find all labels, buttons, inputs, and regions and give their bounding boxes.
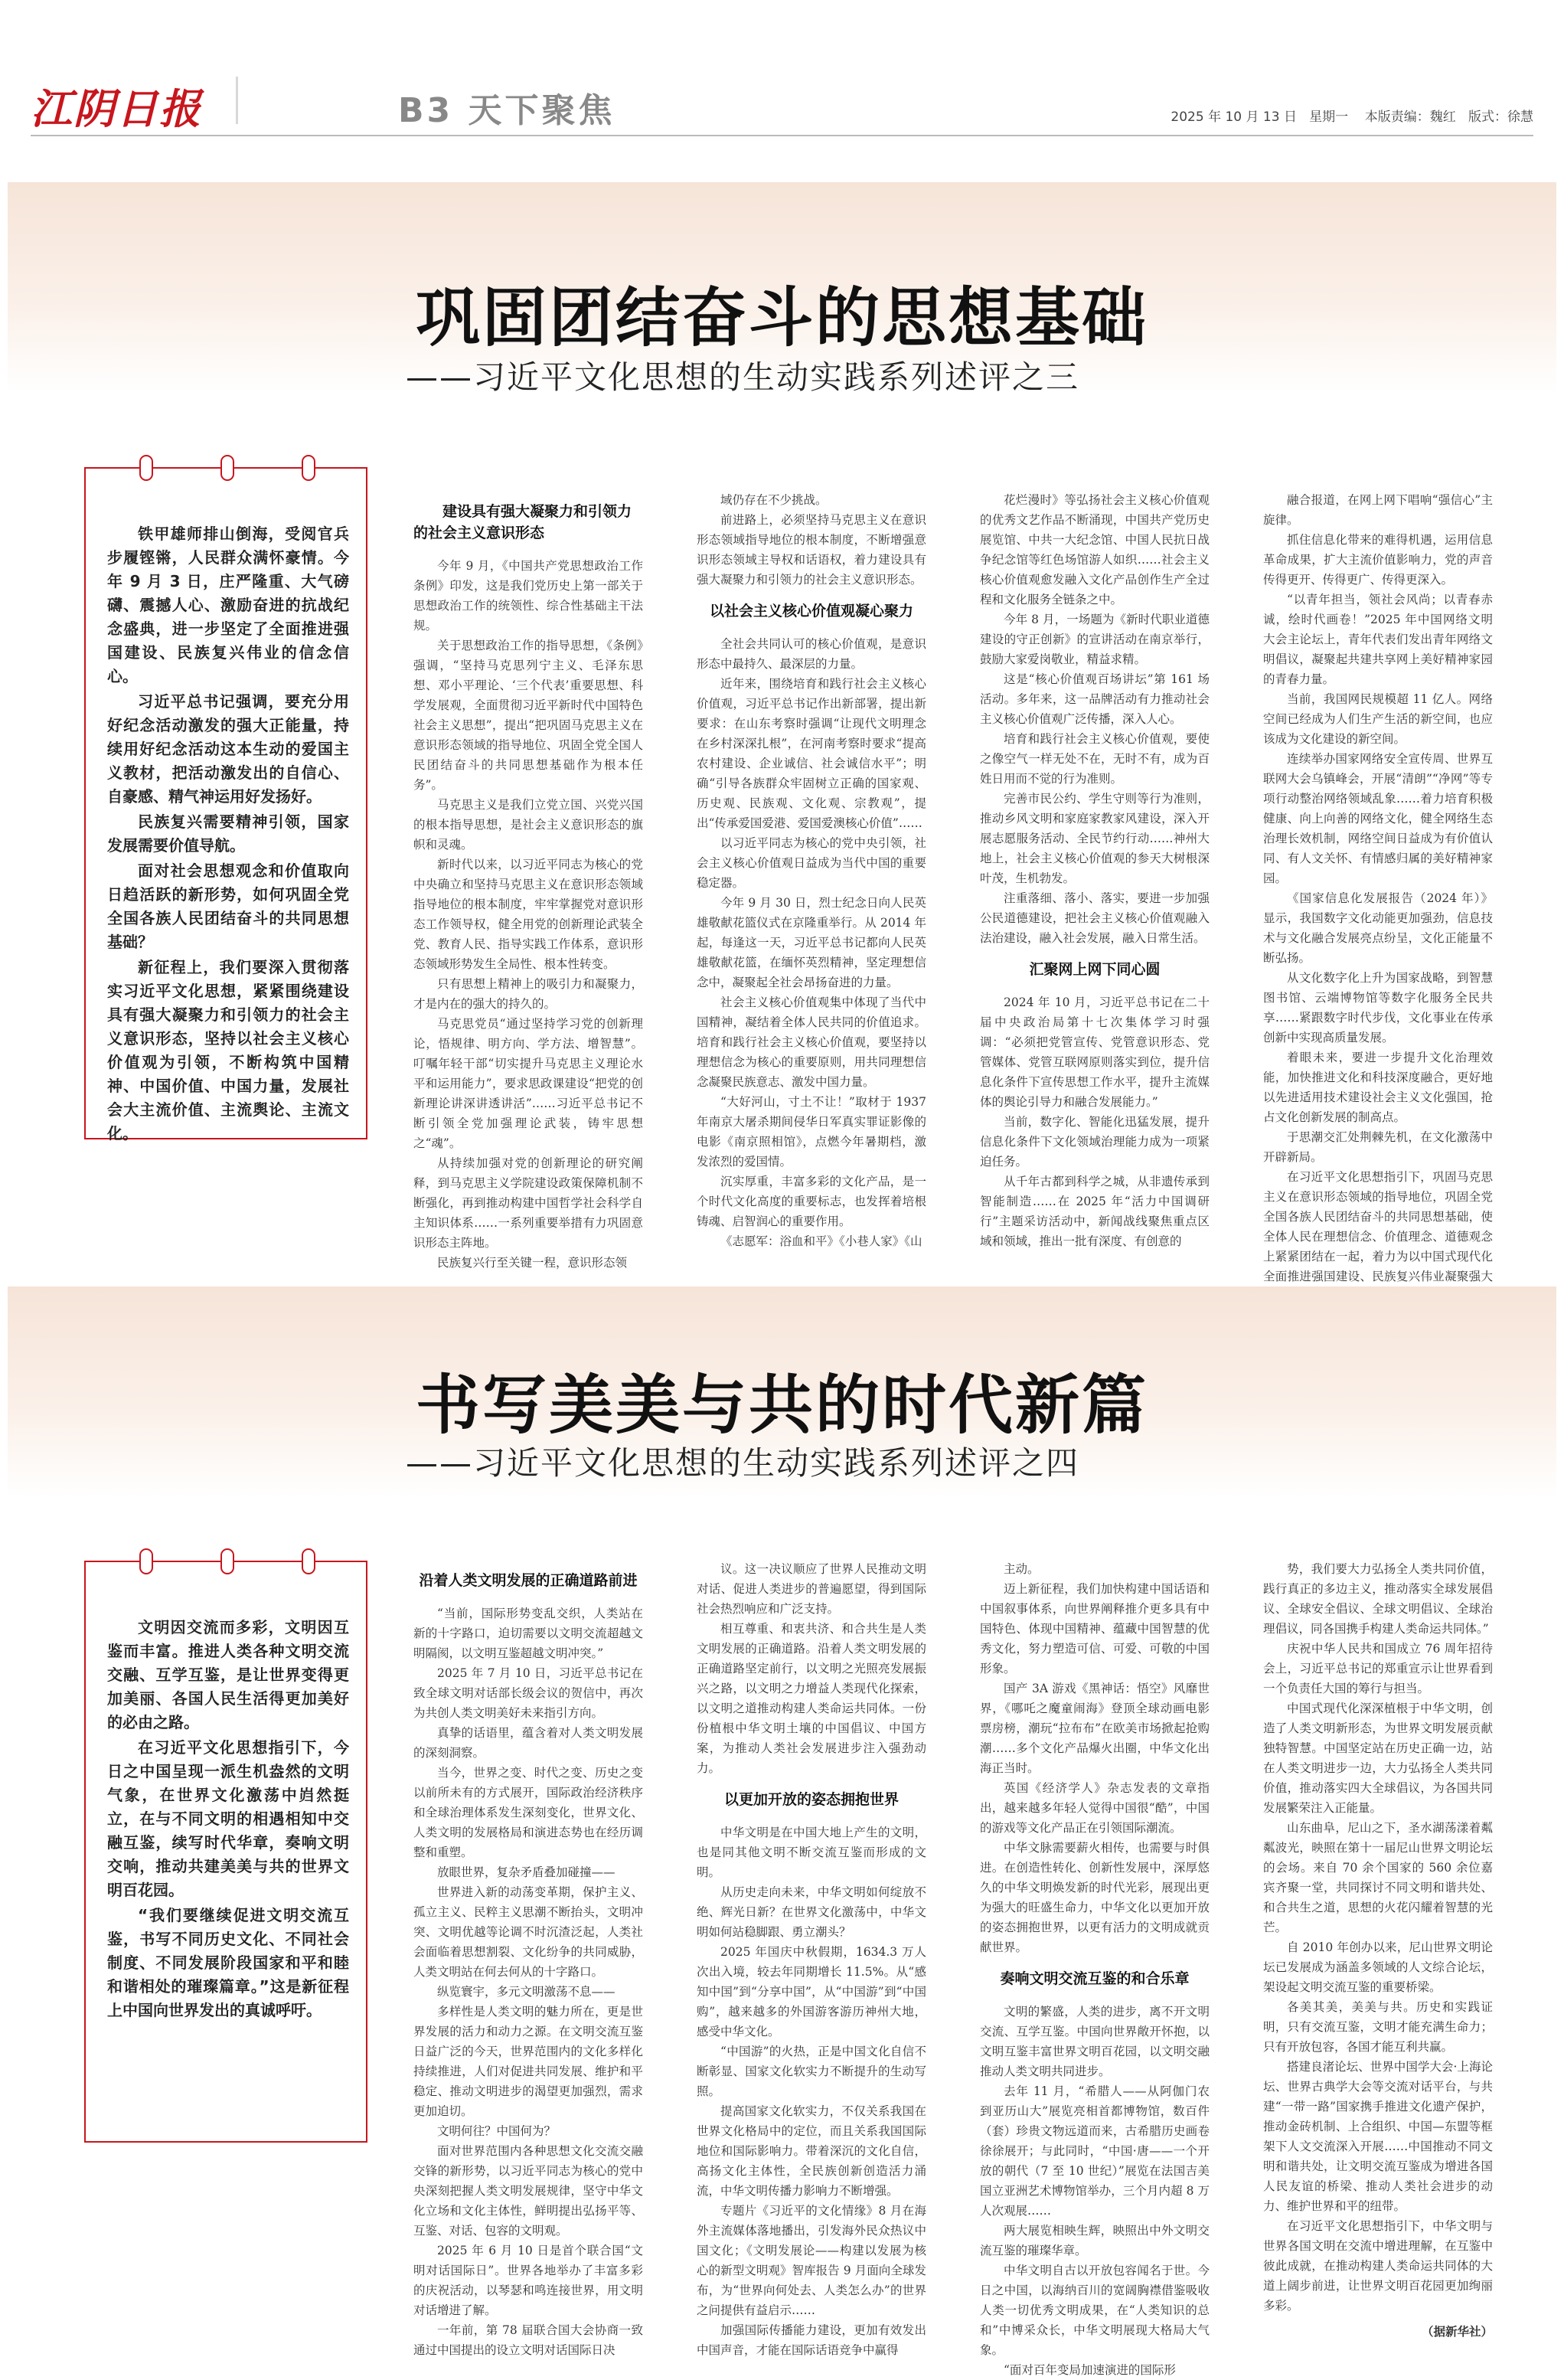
body-paragraph: 自 2010 年创办以来，尼山世界文明论坛已发展成为涵盖多领域的人文综合论坛，架设起文明交流互鉴的重要桥梁。 [1263, 1940, 1493, 1994]
lead-box [84, 1561, 367, 2143]
section-subheading: 奏响文明交流互鉴的和合乐章 [1000, 1970, 1190, 1987]
text-column [697, 490, 926, 1251]
body-paragraph: 从千年古都到科学之城，从非遗传承到智能制造……在 2025 年“活力中国调研行”主题采访活动中，新闻战线聚焦重点区域和领域，推出一批有深度、有创意的 [980, 1175, 1210, 1248]
masthead [0, 0, 1564, 153]
body-paragraph: 从持续加强对党的创新理论的研究阐释，到马克思主义学院建设政策保障机制不断强化，再到推动构建中国哲学社会科学自主知识体系……一系列重要举措有力巩固意识形态主阵地。 [413, 1156, 643, 1250]
body-paragraph: 中华文脉需要薪火相传，也需要与时俱进。在创造性转化、创新性发展中，深厚悠久的中华文明焕发新的时代光彩，展现出更为强大的旺盛生命力，中华文化以更加开放的姿态拥抱世界，以更有活力的文明成就贡献世界。 [980, 1841, 1210, 1954]
lead-paragraph: 铁甲雄师排山倒海，受阅官兵步履铿锵，人民群众满怀豪情。今年 9 月 3 日，庄严隆重、大气磅礴、震撼人心、激励奋进的抗战纪念盛典，进一步坚定了全面推进强国建设、民族复兴伟业的信念信心。 [107, 525, 349, 685]
body-paragraph: 在习近平文化思想指引下，巩固马克思主义在意识形态领域的指导地位，巩固全党全国各族人民团结奋斗的共同思想基础，使全体人民在理想信念、价值理念、道德观念上紧紧团结在一起，着力为以中国式现代化全面推进强国建设、民族复兴伟业凝聚强大 [1263, 1170, 1493, 1283]
body-paragraph: 当今，世界之变、时代之变、历史之变以前所未有的方式展开，国际政治经济秩序和全球治理体系发生深刻变化，世界文化、人类文明的发展格局和演进态势也在经历调整和重塑。 [413, 1766, 643, 1859]
body-paragraph: 只有思想上精神上的吸引力和凝聚力，才是内在的强大的持久的。 [413, 977, 643, 1011]
body-paragraph: 《志愿军：浴血和平》《小巷人家》《山 [720, 1234, 922, 1248]
body-paragraph: 真挚的话语里，蕴含着对人类文明发展的深刻洞察。 [413, 1726, 643, 1760]
lead-paragraph: 民族复兴需要精神引领，国家发展需要价值导航。 [107, 812, 349, 855]
body-paragraph: 中华文明自古以开放包容闻名于世。今日之中国，以海纳百川的宽阔胸襟借鉴吸收人类一切优秀文明成果，在“人类知识的总和”中博采众长，中华文明展现大格局大气象。 [980, 2264, 1210, 2357]
body-paragraph: 2025 年 6 月 10 日是首个联合国“文明对话国际日”。世界各地举办了丰富多彩的庆祝活动，以琴瑟和鸣连接世界，用文明对话增进了解。 [413, 2244, 643, 2317]
lead-box [84, 467, 367, 1143]
body-paragraph: 一年前，第 78 届联合国大会协商一致通过中国提出的设立文明对话国际日决 [413, 2323, 643, 2357]
body-paragraph: 于思潮交汇处荆棘先机，在文化激荡中开辟新局。 [1263, 1130, 1493, 1164]
body-paragraph: 马克思党员“通过坚持学习党的创新理论，悟规律、明方向、学方法、增智慧”。叮嘱年轻干部“切实提升马克思主义理论水平和运用能力”，要求思政课建设“把党的创新理论讲深讲透讲活”……习近平总书记不断引领全党加强理论武装，铸牢思想之“魂”。 [413, 1017, 643, 1150]
body-paragraph: 域仍存在不少挑战。 [720, 493, 828, 507]
body-paragraph: 专题片《习近平的文化情缘》8 月在海外主流媒体落地播出，引发海外民众热议中国文化；《文明发展论——构建以发展为核心的新型文明观》智库报告 9 月面向全球发布，为“世界向何处去、人类怎么办”的世界之问提供有益启示…… [697, 2204, 926, 2317]
body-paragraph: “中国游”的火热，正是中国文化自信不断彰显、国家文化软实力不断提升的生动写照。 [697, 2045, 926, 2098]
body-paragraph: 注重落细、落小、落实，要进一步加强公民道德建设，把社会主义核心价值观融入法治建设，融入社会发展，融入日常生活。 [980, 891, 1210, 945]
body-paragraph: 前进路上，必须坚持马克思主义在意识形态领域指导地位的根本制度，不断增强意识形态领域主导权和话语权，着力建设具有强大凝聚力和引领力的社会主义意识形态。 [697, 513, 926, 587]
lead-paragraph: “我们要继续促进文明交流互鉴，书写不同历史文化、不同社会制度、不同发展阶段国家和平和睦和谐相处的璀璨篇章。”这是新征程上中国向世界发出的真诚呼吁。 [107, 1906, 349, 2019]
body-paragraph: 山东曲阜，尼山之下，圣水湖荡漾着粼粼波光，映照在第十一届尼山世界文明论坛的会场。来自 70 余个国家的 560 余位嘉宾齐聚一堂，共同探讨不同文明和谐共处、和合共生之道，思想的火花闪耀着智慧的光芒。 [1263, 1821, 1493, 1934]
body-paragraph: 世界进入新的动荡变革期，保护主义、孤立主义、民粹主义思潮不断抬头，文明冲突、文明优越等论调不时沉渣泛起，人类社会面临着思想割裂、文化纷争的共同威胁，人类文明站在何去何从的十字路口。 [413, 1885, 643, 1979]
lead-text [107, 1616, 349, 2024]
notepad-rings [86, 455, 366, 485]
lead-paragraph: 在习近平文化思想指引下，今日之中国呈现一派生机盎然的文明气象，在世界文化激荡中岿然挺立，在与不同文明的相遇相知中交融互鉴，续写时代华章，奏响文明交响，推动共建美美与共的世界文明百花园。 [107, 1738, 349, 1899]
body-paragraph: 沉实厚重，丰富多彩的文化产品，是一个时代文化高度的重要标志，也发挥着培根铸魂、启智润心的重要作用。 [697, 1175, 926, 1228]
text-column [413, 490, 643, 1273]
body-paragraph: “大好河山，寸土不让！”取材于 1937 年南京大屠杀期间侵华日军真实罪证影像的电影《南京照相馆》，点燃今年暑期档，激发浓烈的爱国情。 [697, 1095, 926, 1169]
body-paragraph: 抓住信息化带来的难得机遇，运用信息革命成果，扩大主流价值影响力，党的声音传得更开、传得更广、传得更深入。 [1263, 533, 1493, 587]
body-paragraph: 势，我们要大力弘扬全人类共同价值，践行真正的多边主义，推动落实全球发展倡议、全球安全倡议、全球文明倡议、全球治理倡议，同各国携手构建人类命运共同体。” [1263, 1562, 1493, 1636]
masthead-rule [31, 135, 1533, 136]
body-paragraph: 当前，我国网民规模超 11 亿人。网络空间已经成为人们生产生活的新空间，也应该成为文化建设的新空间。 [1263, 692, 1493, 746]
body-paragraph: 迈上新征程，我们加快构建中国话语和中国叙事体系，向世界阐释推介更多具有中国特色、体现中国精神、蕴藏中国智慧的优秀文化，努力塑造可信、可爱、可敬的中国形象。 [980, 1582, 1210, 1675]
body-paragraph: 今年 8 月，一场题为《新时代职业道德建设的守正创新》的宣讲活动在南京举行，鼓励大家爱岗敬业，精益求精。 [980, 613, 1210, 666]
section-subheading: 以更加开放的姿态拥抱世界 [723, 1791, 899, 1808]
article-subtitle: ——习近平文化思想的生动实践系列述评之四 [406, 1444, 1080, 1482]
body-paragraph: 英国《经济学人》杂志发表的文章指出，越来越多年轻人觉得中国很“酷”，中国的游戏等文化产品正在引领国际潮流。 [980, 1781, 1210, 1835]
body-paragraph: “以青年担当，领社会风尚；以青春赤诚，绘时代画卷！”2025 年中国网络文明大会主论坛上，青年代表们发出青年网络文明倡议，凝聚起共建共享网上美好精神家园的青春力量。 [1263, 593, 1493, 686]
body-paragraph: 关于思想政治工作的指导思想，《条例》强调，“坚持马克思列宁主义、毛泽东思想、邓小平理论、‘三个代表’重要思想、科学发展观，全面贯彻习近平新时代中国特色社会主义思想”，提出“把巩固马克思主义在意识形态领域的指导地位、巩固全党全国人民团结奋斗的共同思想基础作为根本任务”。 [413, 639, 643, 792]
body-paragraph: 面对世界范围内各种思想文化交流交融交锋的新形势，以习近平同志为核心的党中央深刻把握人类文明发展规律，坚守中华文化立场和文化主体性，鲜明提出弘扬平等、互鉴、对话、包容的文明观。 [413, 2144, 643, 2238]
article-2 [8, 1286, 1556, 2377]
body-paragraph: 今年 9 月，《中国共产党思想政治工作条例》印发，这是我们党历史上第一部关于思想政治工作的统领性、综合性基础主干法规。 [413, 559, 643, 633]
text-column [1263, 1559, 1493, 2342]
section-subheading: 建设具有强大凝聚力和引领力的社会主义意识形态 [413, 503, 632, 541]
section-subheading: 汇聚网上网下同心圆 [1029, 961, 1161, 978]
lead-paragraph: 习近平总书记强调，要充分用好纪念活动激发的强大正能量，持续用好纪念活动这本生动的爱国主义教材，把活动激发出的自信心、自豪感、精气神运用好发扬好。 [107, 692, 349, 806]
body-paragraph: 国产 3A 游戏《黑神话：悟空》风靡世界，《哪吒之魔童闹海》登顶全球动画电影票房榜，潮玩“拉布布”在欧美市场掀起抢购潮……多个文化产品爆火出圈，中华文化出海正当时。 [980, 1682, 1210, 1775]
body-paragraph: 在习近平文化思想指引下，中华文明与世界各国文明在交流中增进理解，在互鉴中彼此成就，在推动构建人类命运共同体的大道上阔步前进，让世界文明百花园更加绚丽多彩。 [1263, 2219, 1493, 2313]
body-paragraph: 培育和践行社会主义核心价值观，要使之像空气一样无处不在，无时不有，成为百姓日用而不觉的行为准则。 [980, 732, 1210, 786]
lead-text [107, 522, 349, 1147]
body-paragraph: 多样性是人类文明的魅力所在，更是世界发展的活力和动力之源。在文明交流互鉴日益广泛的今天，世界范围内的文化多样化持续推进，人们对促进共同发展、维护和平稳定、推动文明进步的渴望更加强烈，需求更加迫切。 [413, 2005, 643, 2118]
body-paragraph: 纵览寰宇，多元文明激荡不息—— [437, 1985, 615, 1999]
article-title: 巩固团结奋斗的思想基础 [415, 280, 1148, 355]
body-paragraph: 新时代以来，以习近平同志为核心的党中央确立和坚持马克思主义在意识形态领域指导地位的根本制度，牢牢掌握党对意识形态工作领导权，健全用党的创新理论武装全党、教育人民、指导实践工作体系，意识形态领域形势发生全局性、根本性转变。 [413, 858, 643, 971]
body-paragraph: “当前，国际形势变乱交织，人类站在新的十字路口，迫切需要以文明交流超越文明隔阂，以文明互鉴超越文明冲突。” [413, 1607, 643, 1660]
article-title: 书写美美与共的时代新篇 [415, 1368, 1148, 1443]
body-paragraph: 两大展览相映生辉，映照出中外文明交流互鉴的璀璨华章。 [980, 2224, 1210, 2257]
body-paragraph: 当前，数字化、智能化迅猛发展，提升信息化条件下文化领域治理能力成为一项紧迫任务。 [980, 1115, 1210, 1169]
body-paragraph: 这是“核心价值观百场讲坛”第 161 场活动。多年来，这一品牌活动有力推动社会主义核心价值观广泛传播，深入人心。 [980, 672, 1210, 726]
body-paragraph: “面对百年变局加速演进的国际形 [1004, 2363, 1176, 2377]
body-paragraph: 着眼未来，要进一步提升文化治理效能，加快推进文化和科技深度融合，更好地以先进适用技术建设社会主义文化强国，抢占文化创新发展的制高点。 [1263, 1051, 1493, 1124]
text-column [980, 1559, 1210, 2380]
section-subheading: 以社会主义核心价值观凝心聚力 [709, 603, 913, 620]
body-paragraph: 提高国家文化软实力，不仅关系我国在世界文化格局中的定位，而且关系我国国际地位和国际影响力。带着深沉的文化自信，高扬文化主体性，全民族创新创造活力涌流，中华文明传播力影响力不断增强。 [697, 2104, 926, 2198]
body-paragraph: 以习近平同志为核心的党中央引领，社会主义核心价值观日益成为当代中国的重要稳定器。 [697, 836, 926, 890]
body-paragraph: 主动。 [1004, 1562, 1040, 1576]
body-paragraph: 文明的繁盛，人类的进步，离不开文明交流、互学互鉴。中国向世界敞开怀抱，以文明互鉴丰富世界文明百花园，以文明交融推动人类文明共同进步。 [980, 2005, 1210, 2078]
body-paragraph: 从历史走向未来，中华文明如何绽放不绝、辉光日新？在世界文化激荡中，中华文明如何站稳脚跟、勇立潮头？ [697, 1885, 926, 1939]
body-paragraph: 2025 年 7 月 10 日，习近平总书记在致全球文明对话部长级会议的贺信中，再次为共创人类文明美好未来指引方向。 [413, 1666, 643, 1720]
body-paragraph: 放眼世界，复杂矛盾叠加碰撞—— [437, 1865, 615, 1879]
body-paragraph: 2025 年国庆中秋假期，1634.3 万人次出入境，较去年同期增长 11.5%。从“感知中国”到“分享中国”，从“中国游”到“中国购”，越来越多的外国游客游历神州大地，感受中华文化。 [697, 1945, 926, 2038]
body-paragraph: 近年来，围绕培育和践行社会主义核心价值观，习近平总书记作出新部署，提出新要求：在山东考察时强调“让现代文明理念在乡村深深扎根”，在河南考察时要求“提高农村建设、企业诚信、社会诚信水平”；明确“引导各族群众牢固树立正确的国家观、历史观、民族观、文化观、宗教观”，提出“传承爱国爱港、爱国爱澳核心价值”…… [697, 677, 926, 830]
body-paragraph: 2024 年 10 月，习近平总书记在二十届中央政治局第十七次集体学习时强调：“必须把党管宣传、党管意识形态、党管媒体、党管互联网原则落实到位，提升信息化条件下宣传思想工作水平，提升主流媒体的舆论引导力和融合发展能力。” [980, 995, 1210, 1109]
body-paragraph: 全社会共同认可的核心价值观，是意识形态中最持久、最深层的力量。 [697, 637, 926, 671]
body-paragraph: 《国家信息化发展报告（2024 年）》显示，我国数字文化动能更加强劲，信息技术与文化融合发展亮点纷呈，文化正能量不断弘扬。 [1263, 891, 1493, 965]
source-credit: （据新华社） [1421, 2325, 1493, 2339]
issue-meta: 2025 年 10 月 13 日 星期一 本版责编：魏红 版式：徐慧 [1171, 110, 1533, 125]
lead-paragraph: 文明因交流而多彩，文明因互鉴而丰富。推进人类各种文明交流交融、互学互鉴，是让世界变得更加美丽、各国人民生活得更加美好的必由之路。 [107, 1618, 349, 1731]
body-paragraph: 庆祝中华人民共和国成立 76 周年招待会上，习近平总书记的郑重宣示让世界看到一个负责任大国的筹行与担当。 [1263, 1642, 1493, 1695]
body-paragraph: 今年 9 月 30 日，烈士纪念日向人民英雄敬献花篮仪式在京隆重举行。从 2014 年起，每逢这一天，习近平总书记都向人民英雄敬献花篮，在缅怀英烈精神，坚定理想信念中，凝聚起全社会昂扬奋进的力量。 [697, 896, 926, 989]
body-paragraph: 民族复兴行至关键一程，意识形态领 [437, 1256, 628, 1270]
body-paragraph: 中华文明是在中国大地上产生的文明，也是同其他文明不断交流互鉴而形成的文明。 [697, 1826, 926, 1879]
body-paragraph: 文明何往？中国何为？ [437, 2124, 557, 2138]
body-paragraph: 搭建良渚论坛、世界中国学大会·上海论坛、世界古典学大会等交流对话平台，与共建“一带一路”国家携手推进文化遗产保护，推动金砖机制、上合组织、中国—东盟等框架下人文交流深入开展……中国推动不同文明和谐共处，让文明交流互鉴成为增进各国人民友谊的桥梁、推动人类社会进步的动力、维护世界和平的纽带。 [1263, 2060, 1493, 2213]
section-subheading: 沿着人类文明发展的正确道路前进 [419, 1572, 638, 1589]
body-paragraph: 融合报道，在网上网下唱响“强信心”主旋律。 [1263, 493, 1493, 527]
body-paragraph: 各美其美，美美与共。历史和实践证明，只有交流互鉴，文明才能充满生命力；只有开放包容，各国才能互利共赢。 [1263, 2000, 1493, 2054]
newspaper-logo: 江阴日报 [31, 84, 202, 133]
body-paragraph: 中国式现代化深深植根于中华文明，创造了人类文明新形态，为世界文明发展贡献独特智慧。中国坚定站在历史正确一边，站在人类文明进步一边，大力弘扬全人类共同价值，推动落实四大全球倡议，为各国共同发展繁荣注入正能量。 [1263, 1702, 1493, 1815]
body-paragraph: 相互尊重、和衷共济、和合共生是人类文明发展的正确道路。沿着人类文明发展的正确道路坚定前行，以文明之光照亮发展振兴之路，以文明之力增益人类现代化探索，以文明之道推动构建人类命运共同体。一份份植根中华文明土壤的中国倡议、中国方案，为推动人类社会发展进步注入强劲动力。 [697, 1622, 926, 1775]
body-paragraph: 议。这一决议顺应了世界人民推动文明对话、促进人类进步的普遍愿望，得到国际社会热烈响应和广泛支持。 [697, 1562, 926, 1616]
section-tag: B3 天下聚焦 [398, 91, 615, 130]
body-paragraph: 加强国际传播能力建设，更加有效发出中国声音，才能在国际话语竞争中赢得 [697, 2323, 926, 2357]
lead-paragraph: 新征程上，我们要深入贯彻落实习近平文化思想，紧紧围绕建设具有强大凝聚力和引领力的社会主义意识形态，坚持以社会主义核心价值观为引领，不断构筑中国精神、中国价值、中国力量，发展社会大主流价值、主流舆论、主流文化。 [107, 958, 349, 1143]
article-subtitle: ——习近平文化思想的生动实践系列述评之三 [406, 358, 1080, 396]
lead-paragraph: 面对社会思想观念和价值取向日趋活跃的新形势，如何巩固全党全国各族人民团结奋斗的共同思想基础？ [107, 861, 349, 951]
body-paragraph: 完善市民公约、学生守则等行为准则，推动乡风文明和家庭家教家风建设，深入开展志愿服务活动、全民节约行动……神州大地上，社会主义核心价值观的参天大树根深叶茂，生机勃发。 [980, 792, 1210, 885]
text-column [697, 1559, 926, 2360]
body-paragraph: 去年 11 月，“希腊人——从阿伽门农到亚历山大”展览亮相首都博物馆，数百件（套）珍贵文物远道而来，古希腊历史画卷徐徐展开；与此同时，“中国·唐——一个开放的朝代（7 至 10 世纪）”展览在法国吉美国立亚洲艺术博物馆举办，三个月内超 8 万人次观展…… [980, 2084, 1210, 2218]
body-paragraph: 马克思主义是我们立党立国、兴党兴国的根本指导思想，是社会主义意识形态的旗帜和灵魂。 [413, 798, 643, 852]
body-paragraph: 社会主义核心价值观集中体现了当代中国精神，凝结着全体人民共同的价值追求。培育和践行社会主义核心价值观，要坚持以理想信念为核心的重要原则，用共同理想信念凝聚民族意志、激发中国力量。 [697, 995, 926, 1089]
body-paragraph: 从文化数字化上升为国家战略，到智慧图书馆、云端博物馆等数字化服务全民共享……紧跟数字时代步伐，文化事业在传承创新中实现高质量发展。 [1263, 971, 1493, 1045]
text-column [980, 490, 1210, 1251]
body-paragraph: 花烂漫时》等弘扬社会主义核心价值观的优秀文艺作品不断涌现，中国共产党历史展览馆、中共一大纪念馆、中国人民抗日战争纪念馆等红色场馆游人如织……社会主义核心价值观愈发融入文化产品创作生产全过程和文化服务全链条之中。 [980, 493, 1210, 606]
body-paragraph: 连续举办国家网络安全宣传周、世界互联网大会乌镇峰会，开展“清朗”“净网”等专项行动整治网络领域乱象……着力培育积极健康、向上向善的网络文化，健全网络生态治理长效机制，网络空间日益成为有价值认同、有人文关怀、有情感归属的美好精神家园。 [1263, 752, 1493, 885]
text-column [413, 1559, 643, 2360]
article-1 [8, 182, 1556, 1283]
notepad-rings [86, 1548, 366, 1579]
text-column [1263, 490, 1493, 1332]
logo-divider [236, 77, 238, 124]
